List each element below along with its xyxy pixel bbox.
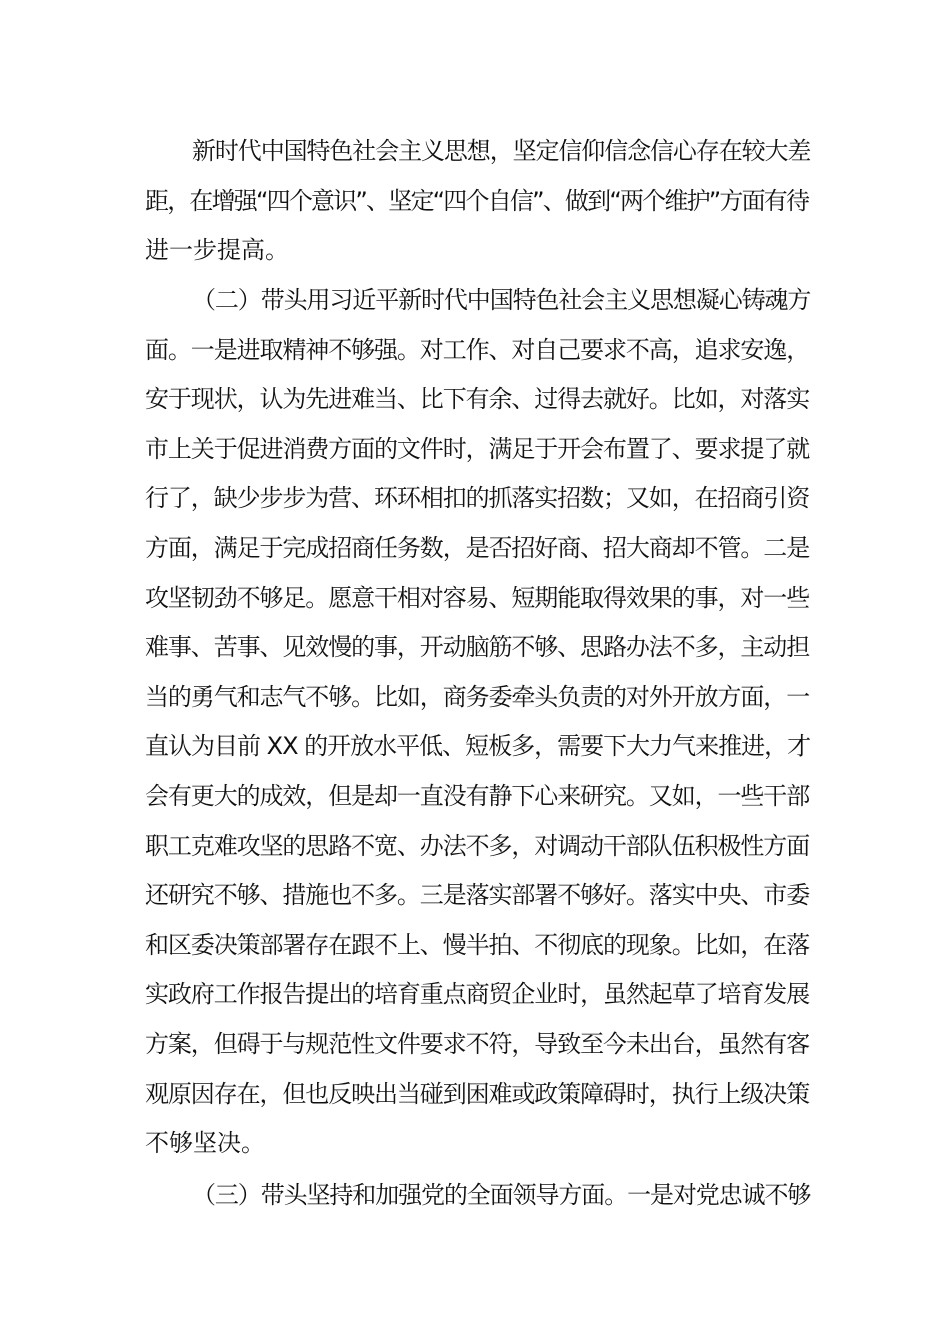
text-line: 距，在增强“四个意识”、坚定“四个自信”、做到“两个维护”方面有待 [145, 186, 809, 215]
text-line: 当的勇气和志气不够。比如，商务委牵头负责的对外开放方面，一 [145, 682, 810, 711]
text-line: 方案，但碍于与规范性文件要求不符，导致至今未出台，虽然有客 [145, 1029, 810, 1058]
paragraph-2 [145, 276, 810, 1169]
text-line: 不够坚决。 [145, 1129, 265, 1158]
text-line: 市上关于促进消费方面的文件时，满足于开会布置了、要求提了就 [145, 434, 810, 463]
text-line: 难事、苦事、见效慢的事，开动脑筋不够、思路办法不多，主动担 [145, 633, 810, 662]
text-line: 攻坚韧劲不够足。愿意干相对容易、短期能取得效果的事，对一些 [145, 583, 810, 612]
text-line: 和区委决策部署存在跟不上、慢半拍、不彻底的现象。比如，在落 [145, 930, 810, 959]
text-line: 安于现状，认为先进难当、比下有余、过得去就好。比如，对落实 [145, 385, 810, 414]
text-line: 面。一是进取精神不够强。对工作、对自己要求不高，追求安逸， [145, 335, 810, 364]
text-line: 会有更大的成效，但是却一直没有静下心来研究。又如，一些干部 [145, 781, 810, 810]
text-line: 进一步提高。 [145, 236, 289, 265]
paragraph-1 [145, 127, 810, 276]
text-line: 新时代中国特色社会主义思想，坚定信仰信念信心存在较大差 [192, 137, 811, 165]
text-line: 直认为目前 XX 的开放水平低、短板多，需要下大力气来推进，才 [145, 732, 811, 761]
text-line: （二）带头用习近平新时代中国特色社会主义思想凝心铸魂方 [192, 286, 811, 314]
text-line: 行了，缺少步步为营、环环相扣的抓落实招数；又如，在招商引资 [145, 484, 810, 513]
text-line: 观原因存在，但也反映出当碰到困难或政策障碍时，执行上级决策 [145, 1079, 810, 1108]
paragraph-3 [145, 1171, 810, 1221]
text-line: 职工克难攻坚的思路不宽、办法不多，对调动干部队伍积极性方面 [145, 831, 810, 860]
text-line: 方面，满足于完成招商任务数，是否招好商、招大商却不管。二是 [145, 533, 810, 562]
text-line: （三）带头坚持和加强党的全面领导方面。一是对党忠诚不够 [192, 1181, 811, 1209]
text-line: 实政府工作报告提出的培育重点商贸企业时，虽然起草了培育发展 [145, 980, 810, 1009]
text-line: 还研究不够、措施也不多。三是落实部署不够好。落实中央、市委 [145, 881, 810, 910]
